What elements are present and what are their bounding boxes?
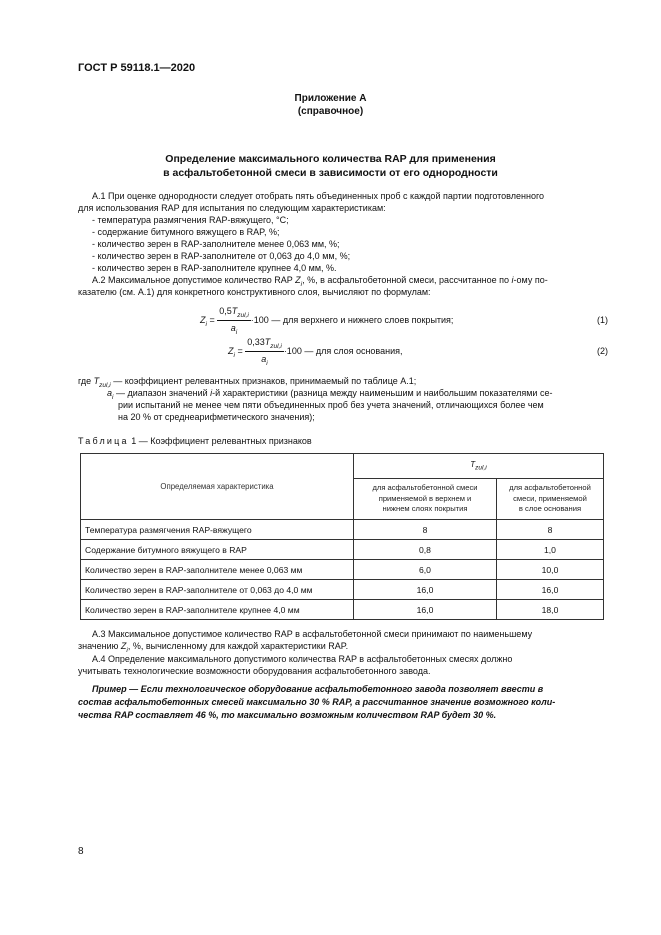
- row-value-base: 8: [497, 520, 604, 540]
- a4-line-2: учитывать технологические возможности оборудования асфальтобетонного завода.: [78, 666, 431, 676]
- a2-line-2: казателю (см. А.1) для конкретного конструктивного слоя, вычисляют по формулам:: [78, 287, 431, 297]
- where-line-3: рии испытаний не менее чем пяти объединенных проб без учета значений, отличающихся более чем: [118, 400, 544, 410]
- row-value-base: 1,0: [497, 540, 604, 560]
- header-col-top-layers: для асфальтобетонной смеси применяемой в верхнем и нижнем слоях покрытия: [354, 479, 497, 520]
- formula-2-description: — для слоя основания,: [304, 346, 403, 357]
- row-value-top: 16,0: [354, 580, 497, 600]
- formula-1-number: (1): [597, 315, 608, 325]
- a1-line-1: А.1 При оценке однородности следует отобрать пять объединенных проб с каждой партии подготовленного: [92, 191, 545, 201]
- a4-line-1: А.4 Определение максимального допустимого количества RAP в асфальтобетонных смесях должно: [92, 654, 513, 664]
- row-value-base: 16,0: [497, 580, 604, 600]
- row-value-base: 18,0: [497, 600, 604, 620]
- table-row: [81, 560, 604, 580]
- table-row: [81, 520, 604, 540]
- header-tzul: $T_{zul,i}$: [354, 454, 604, 479]
- formula-2-fraction: $\frac{0,33T_{zul,i}}{a_i}$: [247, 337, 282, 367]
- formula-1-fraction: $\frac{0,5T_{zul,i}}{a_i}$: [219, 306, 249, 336]
- formula-2: $Z_i$ = $\frac{0,33T_{zul,i}}{a_i}$ ·100 — для слоя основания,: [228, 337, 403, 367]
- where-line-2: $a_i$ — диапазон значений i-й характеристики (разница между наименьшим и наибольшим показателями се-: [107, 388, 553, 401]
- row-value-top: 6,0: [354, 560, 497, 580]
- table-caption: Таблица 1 — Коэффициент релевантных признаков: [78, 436, 312, 446]
- appendix-heading: [0, 92, 661, 118]
- title-line-1: Определение максимального количества RAP для применения: [165, 153, 496, 165]
- relevance-coefficient-table: [80, 453, 604, 620]
- a2-line-1: А.2 Максимальное допустимое количество RAP $Z_i$, %, в асфальтобетонной смеси, рассчитанное по i-ому по-: [92, 275, 548, 288]
- formula-1: $Z_i$ = $\frac{0,5T_{zul,i}}{a_i}$ ·100 — для верхнего и нижнего слоев покрытия;: [200, 306, 454, 336]
- title-line-2: в асфальтобетонной смеси в зависимости от его однородности: [163, 167, 498, 179]
- a1-item-5: - количество зерен в RAP-заполнителе крупнее 4,0 мм, %.: [92, 263, 337, 273]
- formula-2-number: (2): [597, 346, 608, 356]
- a3-line-2: значению $Z_i$, %, вычисленному для каждой характеристики RAP.: [78, 641, 349, 654]
- row-value-top: 0,8: [354, 540, 497, 560]
- row-characteristic: Количество зерен в RAP-заполнителе менее 0,063 мм: [81, 560, 354, 580]
- row-characteristic: Содержание битумного вяжущего в RAP: [81, 540, 354, 560]
- table-header-row-1: [81, 454, 604, 479]
- formula-1-description: — для верхнего и нижнего слоев покрытия;: [271, 315, 454, 326]
- where-line-4: на 20 % от среднеарифметического значения);: [118, 412, 315, 422]
- a1-item-1: - температура размягчения RAP-вяжущего, °С;: [92, 215, 289, 225]
- example-line-3: чества RAP составляет 46 %, то максимально возможным количеством RAP будет 30 %.: [78, 710, 497, 720]
- row-value-top: 8: [354, 520, 497, 540]
- a1-line-2: для использования RAP для испытания по следующим характеристикам:: [78, 203, 386, 213]
- appendix-name: Приложение А: [294, 93, 367, 104]
- appendix-type: (справочное): [297, 106, 364, 117]
- where-line-1: где $T_{zul,i}$ — коэффициент релевантных признаков, принимаемый по таблице А.1;: [78, 376, 417, 389]
- table-row: [81, 600, 604, 620]
- example-line-1: Пример — Если технологическое оборудование асфальтобетонного завода позволяет ввести в: [92, 684, 544, 694]
- a1-item-4: - количество зерен в RAP-заполнителе от 0,063 до 4,0 мм, %;: [92, 251, 351, 261]
- example-line-2: состав асфальтобетонных смесей максимально 30 % RAP, а рассчитанное значение возможного коли-: [78, 697, 556, 707]
- row-value-top: 16,0: [354, 600, 497, 620]
- row-characteristic: Температура размягчения RAP-вяжущего: [81, 520, 354, 540]
- a1-item-2: - содержание битумного вяжущего в RAP, %;: [92, 227, 280, 237]
- page-number: 8: [78, 846, 84, 857]
- row-value-base: 10,0: [497, 560, 604, 580]
- document-code: ГОСТ Р 59118.1—2020: [78, 62, 196, 74]
- header-col-base-layer: для асфальтобетонной смеси, применяемой в слое основания: [497, 479, 604, 520]
- a1-item-3: - количество зерен в RAP-заполнителе менее 0,063 мм, %;: [92, 239, 340, 249]
- header-characteristic: Определяемая характеристика: [81, 454, 354, 520]
- appendix-title: [0, 152, 661, 180]
- table-row: [81, 580, 604, 600]
- a3-line-1: А.3 Максимальное допустимое количество RAP в асфальтобетонной смеси принимают по наименьшему: [92, 629, 533, 639]
- row-characteristic: Количество зерен в RAP-заполнителе от 0,063 до 4,0 мм: [81, 580, 354, 600]
- table-row: [81, 540, 604, 560]
- row-characteristic: Количество зерен в RAP-заполнителе крупнее 4,0 мм: [81, 600, 354, 620]
